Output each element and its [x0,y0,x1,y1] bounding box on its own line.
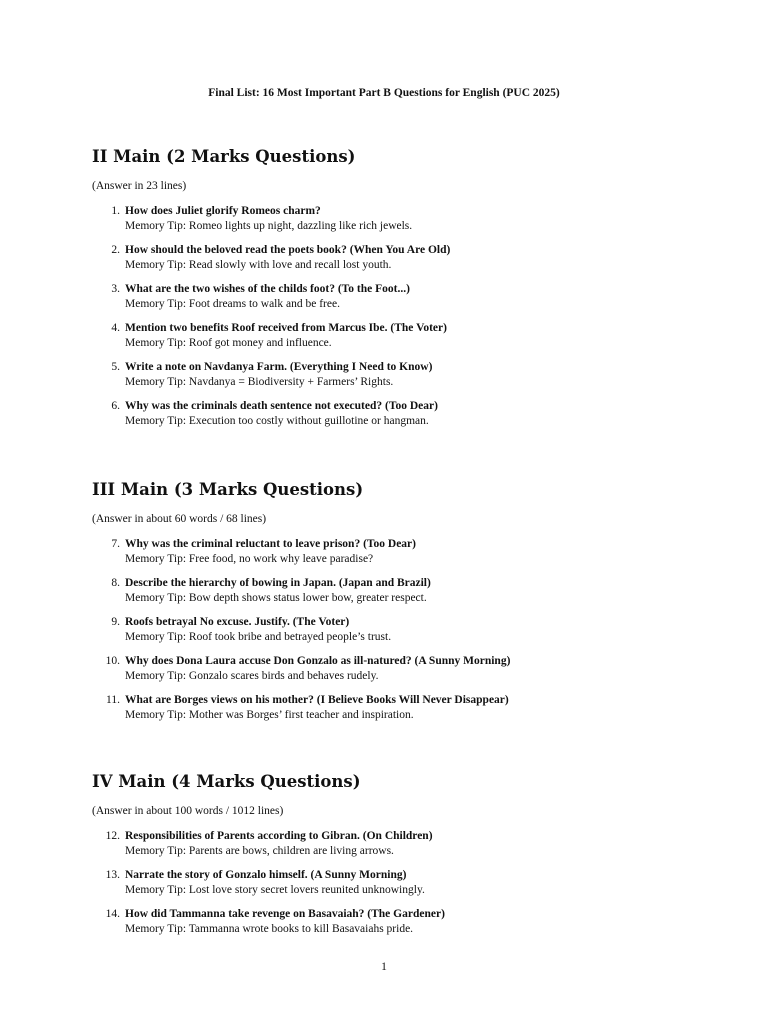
question-number: 9. [111,616,120,628]
question-number: 12. [105,830,120,842]
section-heading: IV Main (4 Marks Questions) [92,772,361,791]
question-text: How should the beloved read the poets book? (When You Are Old) [125,244,451,256]
question-number: 10. [105,655,120,667]
memory-tip: Memory Tip: Lost love story secret lovers reunited unknowingly. [125,884,425,896]
question-number: 4. [111,322,120,334]
question-text: Why was the criminal reluctant to leave prison? (Too Dear) [125,538,416,550]
question-item [92,537,732,567]
section-3-marks [92,480,732,732]
question-item [92,576,732,606]
section-2-marks [92,147,732,438]
question-text: How does Juliet glorify Romeos charm? [125,205,321,217]
question-text: Narrate the story of Gonzalo himself. (A Sunny Morning) [125,869,407,881]
question-number: 1. [111,205,120,217]
question-text: How did Tammanna take revenge on Basavaiah? (The Gardener) [125,908,445,920]
memory-tip: Memory Tip: Romeo lights up night, dazzling like rich jewels. [125,220,413,232]
memory-tip: Memory Tip: Roof took bribe and betrayed people’s trust. [125,631,392,643]
memory-tip: Memory Tip: Navdanya = Biodiversity + Farmers’ Rights. [125,376,394,388]
section-heading: II Main (2 Marks Questions) [92,147,356,166]
question-item [92,321,732,351]
question-text: Describe the hierarchy of bowing in Japan. (Japan and Brazil) [125,577,431,589]
question-text: Why does Dona Laura accuse Don Gonzalo as ill-natured? (A Sunny Morning) [125,655,511,667]
question-number: 8. [111,577,120,589]
question-item [92,868,732,898]
question-item [92,907,732,937]
question-item [92,829,732,859]
question-number: 13. [105,869,120,881]
section-note: (Answer in about 60 words / 68 lines) [92,513,267,525]
question-item [92,360,732,390]
question-item [92,654,732,684]
document-title: Final List: 16 Most Important Part B Questions for English (PUC 2025) [208,87,560,99]
section-note: (Answer in about 100 words / 1012 lines) [92,805,284,817]
question-number: 2. [111,244,120,256]
question-number: 11. [106,694,120,706]
question-number: 3. [111,283,120,295]
question-list [92,537,732,723]
question-item [92,282,732,312]
section-note: (Answer in 23 lines) [92,180,187,192]
question-item [92,243,732,273]
question-item [92,615,732,645]
question-text: What are the two wishes of the childs foot? (To the Foot...) [125,283,410,295]
memory-tip: Memory Tip: Free food, no work why leave paradise? [125,553,374,565]
question-number: 5. [111,361,120,373]
section-heading: III Main (3 Marks Questions) [92,480,364,499]
memory-tip: Memory Tip: Execution too costly without guillotine or hangman. [125,415,429,427]
question-number: 7. [111,538,120,550]
question-text: Responsibilities of Parents according to Gibran. (On Children) [125,830,433,842]
memory-tip: Memory Tip: Bow depth shows status lower bow, greater respect. [125,592,427,604]
question-list [92,829,732,937]
memory-tip: Memory Tip: Foot dreams to walk and be free. [125,298,340,310]
question-text: Why was the criminals death sentence not executed? (Too Dear) [125,400,438,412]
memory-tip: Memory Tip: Parents are bows, children are living arrows. [125,845,394,857]
question-text: What are Borges views on his mother? (I Believe Books Will Never Disappear) [125,694,509,706]
question-item [92,399,732,429]
memory-tip: Memory Tip: Tammanna wrote books to kill Basavaiahs pride. [125,923,414,935]
question-text: Mention two benefits Roof received from Marcus Ibe. (The Voter) [125,322,447,334]
memory-tip: Memory Tip: Mother was Borges’ first teacher and inspiration. [125,709,414,721]
section-4-marks [92,772,732,946]
question-number: 14. [105,908,120,920]
memory-tip: Memory Tip: Roof got money and influence. [125,337,332,349]
memory-tip: Memory Tip: Read slowly with love and recall lost youth. [125,259,392,271]
question-item [92,204,732,234]
page-number: 1 [381,961,387,973]
question-list [92,204,732,429]
question-item [92,693,732,723]
question-text: Roofs betrayal No excuse. Justify. (The Voter) [125,616,350,628]
question-number: 6. [111,400,120,412]
question-text: Write a note on Navdanya Farm. (Everything I Need to Know) [125,361,433,373]
memory-tip: Memory Tip: Gonzalo scares birds and behaves rudely. [125,670,379,682]
